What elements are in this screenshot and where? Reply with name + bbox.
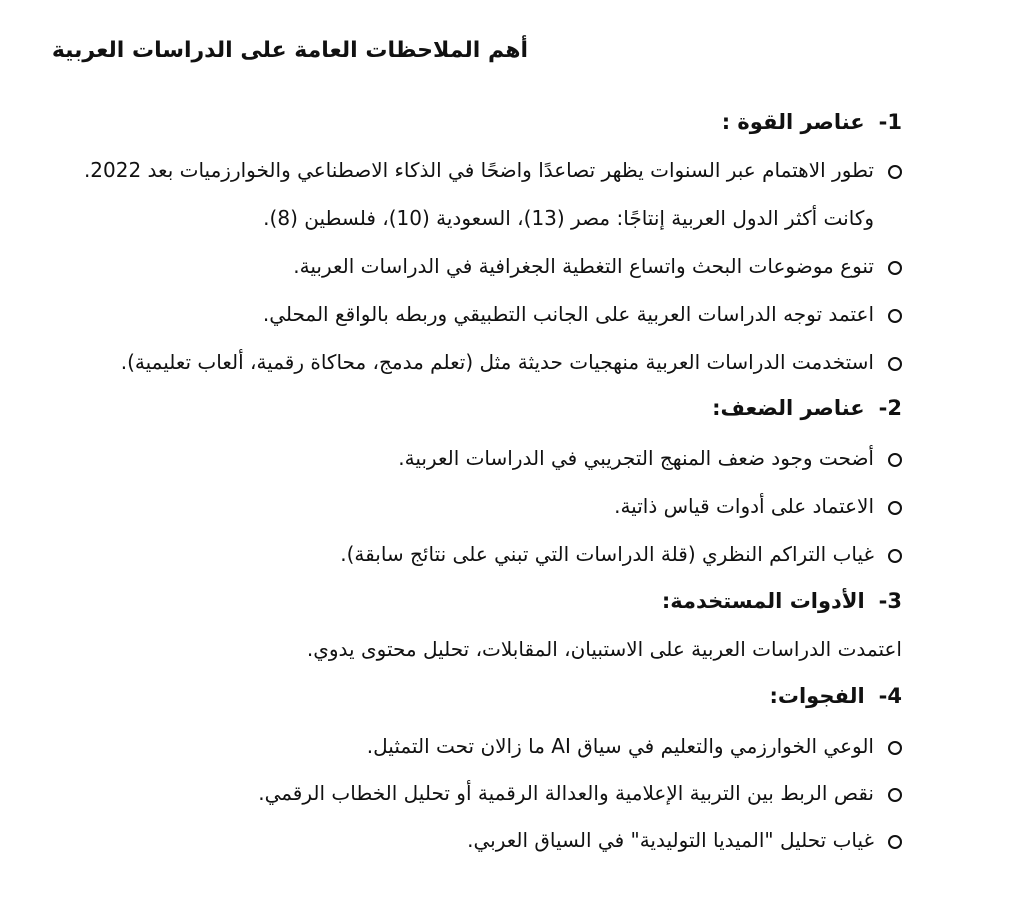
section-number: 3-	[878, 589, 902, 613]
section-heading-tools	[662, 589, 902, 613]
list-item: الوعي الخوارزمي والتعليم في سياق AI ما زالان تحت التمثيل.	[366, 734, 874, 758]
list-item: الاعتماد على أدوات قياس ذاتية.	[614, 494, 874, 518]
section-number: 2-	[878, 396, 902, 420]
bullet-icon	[888, 788, 902, 802]
list-item: استخدمت الدراسات العربية منهجيات حديثة مثل (تعلم مدمج، محاكاة رقمية، ألعاب تعليمية).	[120, 350, 874, 374]
bullet-icon	[888, 261, 902, 275]
bullet-icon	[888, 549, 902, 563]
bullet-icon	[888, 309, 902, 323]
list-item: تطور الاهتمام عبر السنوات يظهر تصاعدًا واضحًا في الذكاء الاصطناعي والخوارزميات بعد 2022.	[83, 158, 874, 182]
document-title: أهم الملاحظات العامة على الدراسات العربية	[51, 38, 528, 63]
bullet-icon	[888, 741, 902, 755]
bullet-icon	[888, 501, 902, 515]
bullet-icon	[888, 165, 902, 179]
list-item: غياب التراكم النظري (قلة الدراسات التي تبني على نتائج سابقة).	[340, 542, 874, 566]
section-title: عناصر الضعف:	[712, 396, 865, 420]
section-title: الفجوات:	[769, 684, 865, 708]
section-heading-strengths	[722, 110, 902, 134]
section-number: 4-	[878, 684, 902, 708]
list-item: تنوع موضوعات البحث واتساع التغطية الجغرافية في الدراسات العربية.	[293, 254, 874, 278]
section-heading-gaps	[769, 684, 902, 708]
section-paragraph: اعتمدت الدراسات العربية على الاستبيان، المقابلات، تحليل محتوى يدوي.	[306, 637, 902, 661]
list-item-continuation: وكانت أكثر الدول العربية إنتاجًا: مصر (13)، السعودية (10)، فلسطين (8).	[263, 206, 874, 230]
section-number: 1-	[878, 110, 902, 134]
bullet-icon	[888, 357, 902, 371]
bullet-icon	[888, 453, 902, 467]
bullet-icon	[888, 835, 902, 849]
section-heading-weaknesses	[712, 396, 902, 420]
list-item: اعتمد توجه الدراسات العربية على الجانب التطبيقي وربطه بالواقع المحلي.	[262, 302, 874, 326]
list-item: أضحت وجود ضعف المنهج التجريبي في الدراسات العربية.	[398, 446, 874, 470]
list-item: غياب تحليل "الميديا التوليدية" في السياق العربي.	[467, 828, 874, 852]
section-title: الأدوات المستخدمة:	[661, 589, 865, 613]
section-title: عناصر القوة :	[721, 110, 865, 134]
list-item: نقص الربط بين التربية الإعلامية والعدالة الرقمية أو تحليل الخطاب الرقمي.	[258, 781, 874, 805]
